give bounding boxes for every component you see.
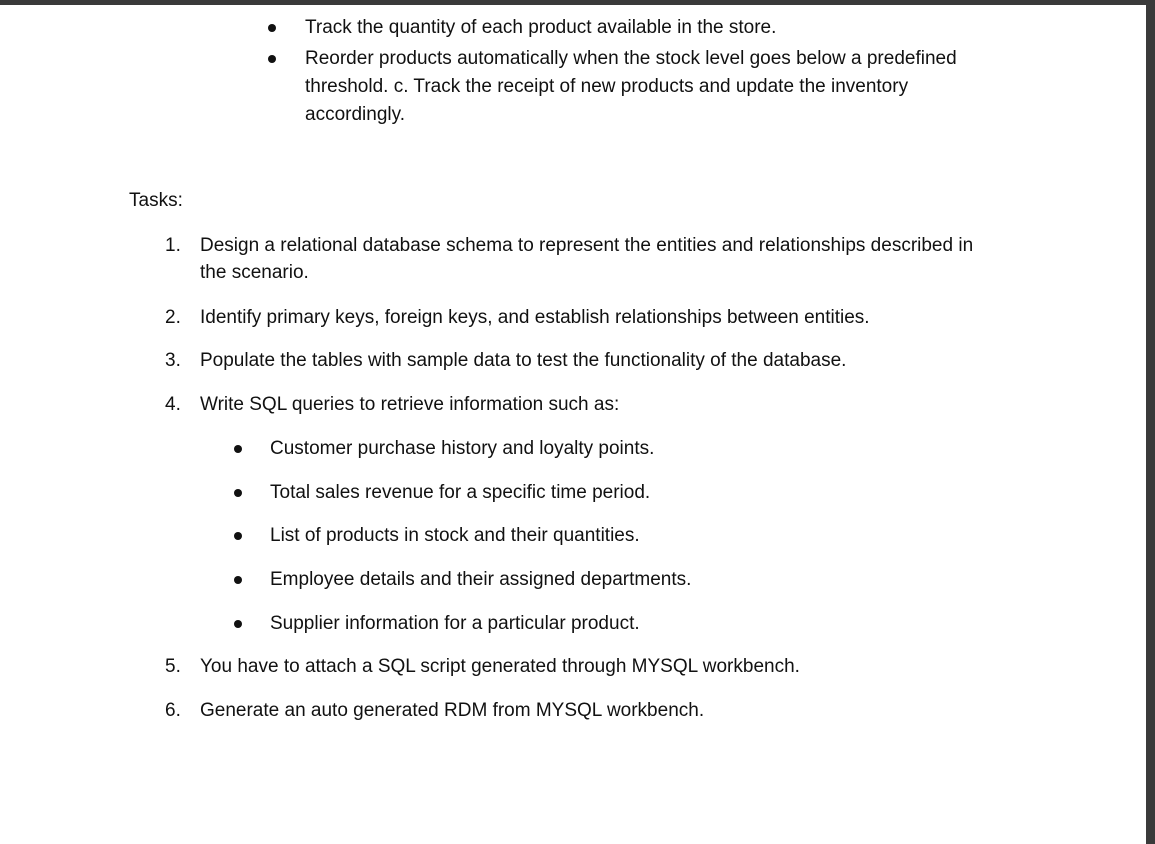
bullet-icon — [234, 620, 242, 628]
task-text: Populate the tables with sample data to test the functionality of the database. — [200, 350, 847, 371]
document-page — [0, 5, 1146, 844]
task-number: 3. — [165, 350, 181, 371]
window-right-border — [1146, 0, 1155, 844]
top-bullet-text: accordingly. — [305, 104, 405, 125]
task-number: 1. — [165, 235, 181, 256]
task-number: 4. — [165, 394, 181, 415]
task-number: 5. — [165, 656, 181, 677]
bullet-icon — [234, 532, 242, 540]
top-bullet-text: Reorder products automatically when the stock level goes below a predefined — [305, 48, 957, 69]
task-text: Design a relational database schema to represent the entities and relationships described in — [200, 235, 974, 256]
task-number: 6. — [165, 700, 181, 721]
query-item: Customer purchase history and loyalty points. — [270, 438, 655, 459]
task-number: 2. — [165, 307, 181, 328]
query-item: Total sales revenue for a specific time period. — [270, 482, 651, 503]
task-text: Identify primary keys, foreign keys, and establish relationships between entities. — [200, 307, 870, 328]
bullet-icon — [234, 489, 242, 497]
bullet-icon — [234, 445, 242, 453]
bullet-icon — [268, 24, 276, 32]
top-bullet-text: threshold. c. Track the receipt of new products and update the inventory — [305, 76, 909, 97]
query-item: List of products in stock and their quantities. — [270, 525, 640, 546]
query-item: Supplier information for a particular product. — [270, 613, 640, 634]
bullet-icon — [268, 55, 276, 63]
bullet-icon — [234, 576, 242, 584]
task-text: You have to attach a SQL script generated through MYSQL workbench. — [200, 656, 800, 677]
top-bullet-text: Track the quantity of each product available in the store. — [305, 17, 777, 38]
task-text: Write SQL queries to retrieve information such as: — [200, 394, 620, 415]
query-item: Employee details and their assigned departments. — [270, 569, 692, 590]
task-text: Generate an auto generated RDM from MYSQL workbench. — [200, 700, 705, 721]
tasks-heading: Tasks: — [129, 190, 183, 211]
task-text: the scenario. — [200, 262, 309, 283]
